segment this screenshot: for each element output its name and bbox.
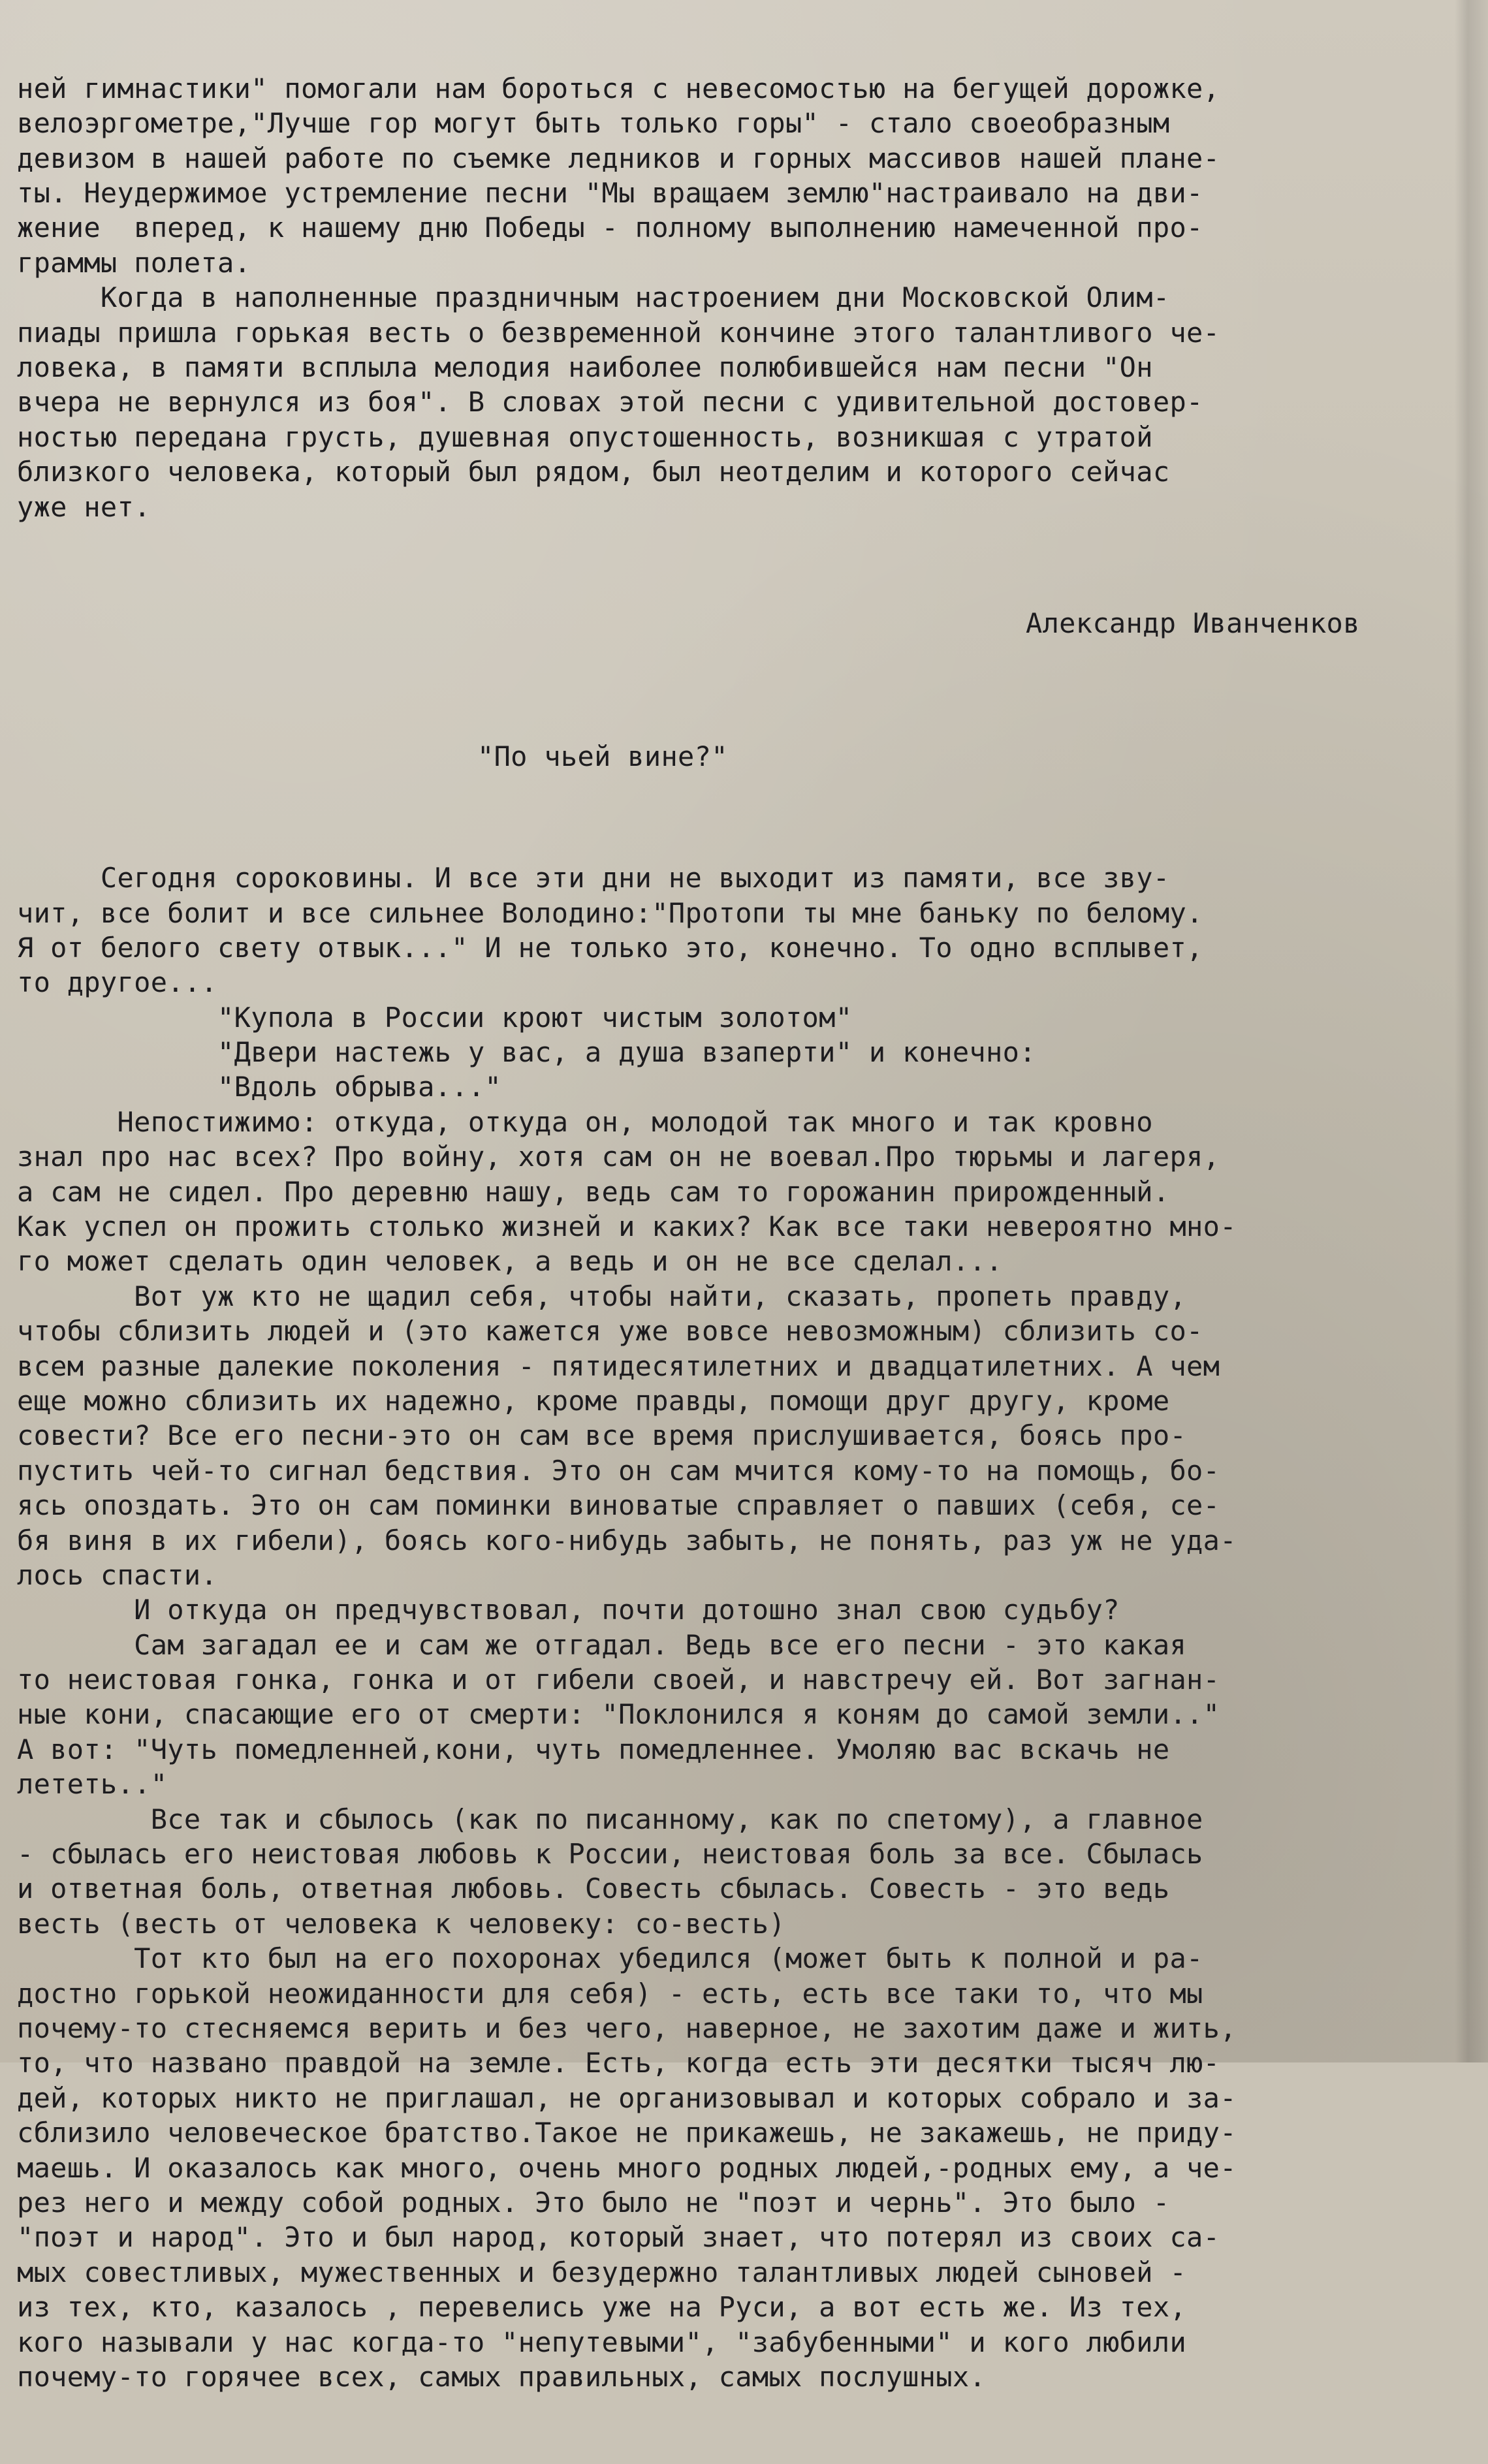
memoir-line: ностью передана грусть, душевная опустошенность, возникшая с утратой <box>17 420 1153 453</box>
memoir-paragraphs <box>17 71 1453 524</box>
article-line: сблизило человеческое братство.Такое не прикажешь, не закажешь, не приду- <box>17 2117 1237 2149</box>
article-line: лететь.." <box>17 1768 168 1801</box>
memoir-line: пиады пришла горькая весть о безвременной кончине этого талантливого че- <box>17 316 1220 349</box>
article-line: "Купола в России кроют чистым золотом" <box>17 1001 853 1034</box>
article-line: пустить чей-то сигнал бедствия. Это он сам мчится кому-то на помощь, бо- <box>17 1454 1220 1487</box>
article-line: чит, все болит и все сильнее Володино:"Протопи ты мне баньку по белому. <box>17 896 1203 929</box>
article-line: А вот: "Чуть помедленней,кони, чуть помедленнее. Умоляю вас вскачь не <box>17 1733 1170 1765</box>
article-line: знал про нас всех? Про войну, хотя сам он не воевал.Про тюрьмы и лагеря, <box>17 1141 1220 1173</box>
article-line: то неистовая гонка, гонка и от гибели своей, и навстречу ей. Вот загнан- <box>17 1664 1220 1696</box>
memoir-line: велоэргометре,"Лучше гор могут быть только горы" - стало своеобразным <box>17 107 1170 140</box>
article-line: то другое... <box>17 966 218 999</box>
article-line: из тех, кто, казалось , перевелись уже на Руси, а вот есть же. Из тех, <box>17 2291 1187 2324</box>
memoir-line: ты. Неудержимое устремление песни "Мы вращаем землю"настраивало на дви- <box>17 176 1203 209</box>
article-line: чтобы сблизить людей и (это кажется уже вовсе невозможным) сблизить со- <box>17 1315 1203 1348</box>
memoir-line: жение вперед, к нашему дню Победы - полному выполнению намеченной про- <box>17 212 1203 244</box>
page-fold-shadow <box>1455 0 1488 2062</box>
article-line: мых совестливых, мужественных и безудержно талантливых людей сыновей - <box>17 2256 1187 2288</box>
memoir-line: Когда в наполненные праздничным настроением дни Московской Олим- <box>17 281 1170 314</box>
page-text <box>17 1 1453 2464</box>
article-line: и ответная боль, ответная любовь. Совесть сбылась. Совесть - это ведь <box>17 1872 1170 1905</box>
article-line: Непостижимо: откуда, откуда он, молодой так много и так кровно <box>17 1105 1153 1138</box>
memoir-line: уже нет. <box>17 490 151 523</box>
memoir-line: ней гимнастики" помогали нам бороться с невесомостью на бегущей дорожке, <box>17 72 1220 104</box>
article-line: Вот уж кто не щадил себя, чтобы найти, сказать, пропеть правду, <box>17 1280 1187 1312</box>
article-line: Сегодня сороковины. И все эти дни не выходит из памяти, все зву- <box>17 862 1170 894</box>
article-line: Как успел он прожить столько жизней и каких? Как все таки невероятно мно- <box>17 1210 1237 1243</box>
memoir-line: вчера не вернулся из боя". В словах этой песни с удивительной достовер- <box>17 386 1203 419</box>
article-line: а сам не сидел. Про деревню нашу, ведь сам то горожанин прирожденный. <box>17 1175 1170 1208</box>
memoir-line: ловека, в памяти всплыла мелодия наиболее полюбившейся нам песни "Он <box>17 351 1153 383</box>
article-line: рез него и между собой родных. Это было не "поэт и чернь". Это было - <box>17 2186 1170 2219</box>
article-line: "Двери настежь у вас, а душа взаперти" и конечно: <box>17 1036 1036 1069</box>
memoir-line: близкого человека, который был рядом, был неотделим и которого сейчас <box>17 456 1170 488</box>
article-line: И откуда он предчувствовал, почти дотошно знал свою судьбу? <box>17 1594 1120 1626</box>
article-line: - сбылась его неистовая любовь к России, неистовая боль за все. Сбылась <box>17 1838 1203 1871</box>
memoir-line: граммы полета. <box>17 246 251 279</box>
article-line: маешь. И оказалось как много, очень много родных людей,-родных ему, а че- <box>17 2151 1237 2184</box>
article-line: почему-то стесняемся верить и без чего, наверное, не захотим даже и жить, <box>17 2012 1237 2044</box>
article-line: то, что названо правдой на земле. Есть, когда есть эти десятки тысяч лю- <box>17 2047 1220 2079</box>
article-line: совести? Все его песни-это он сам все время прислушивается, боясь про- <box>17 1419 1187 1452</box>
article-line: бя виня в их гибели), боясь кого-нибудь забыть, не понять, раз уж не уда- <box>17 1524 1237 1556</box>
article-line: лось спасти. <box>17 1558 218 1591</box>
article-line: почему-то горячее всех, самых правильных, самых послушных. <box>17 2360 986 2393</box>
author-signature: Александр Иванченков <box>1026 607 1360 639</box>
article-line: "поэт и народ". Это и был народ, который знает, что потерял из своих са- <box>17 2221 1220 2254</box>
article-line: Все так и сбылось (как по писанному, как по спетому), а главное <box>17 1803 1203 1835</box>
article-paragraphs <box>17 861 1453 2394</box>
article-heading: "По чьей вине?" <box>477 740 728 772</box>
article-line: Тот кто был на его похоронах убедился (может быть к полной и ра- <box>17 1942 1203 1975</box>
article-line: всем разные далекие поколения - пятидесятилетних и двадцатилетних. А чем <box>17 1350 1220 1382</box>
article-line: ные кони, спасающие его от смерти: "Поклонился я коням до самой земли.." <box>17 1698 1220 1731</box>
article-line: ясь опоздать. Это он сам поминки виноватые справляет о павших (себя, се- <box>17 1489 1220 1522</box>
article-line: весть (весть от человека к человеку: со-весть) <box>17 1907 785 1940</box>
article-line: "Вдоль обрыва..." <box>17 1071 501 1103</box>
memoir-line: девизом в нашей работе по съемке ледников и горных массивов нашей плане- <box>17 142 1220 174</box>
article-line: дей, которых никто не приглашал, не организовывал и которых собрало и за- <box>17 2081 1237 2114</box>
article-line: Я от белого свету отвык..." И не только это, конечно. То одно всплывет, <box>17 931 1203 964</box>
article-line: достно горькой неожиданности для себя) - есть, есть все таки то, что мы <box>17 1977 1203 2010</box>
article-line: Сам загадал ее и сам же отгадал. Ведь все его песни - это какая <box>17 1628 1187 1661</box>
article-line: го может сделать один человек, а ведь и он не все сделал... <box>17 1245 1003 1278</box>
article-line: еще можно сблизить их надежно, кроме правды, помощи друг другу, кроме <box>17 1384 1170 1417</box>
article-line: кого называли у нас когда-то "непутевыми", "забубенными" и кого любили <box>17 2326 1187 2358</box>
